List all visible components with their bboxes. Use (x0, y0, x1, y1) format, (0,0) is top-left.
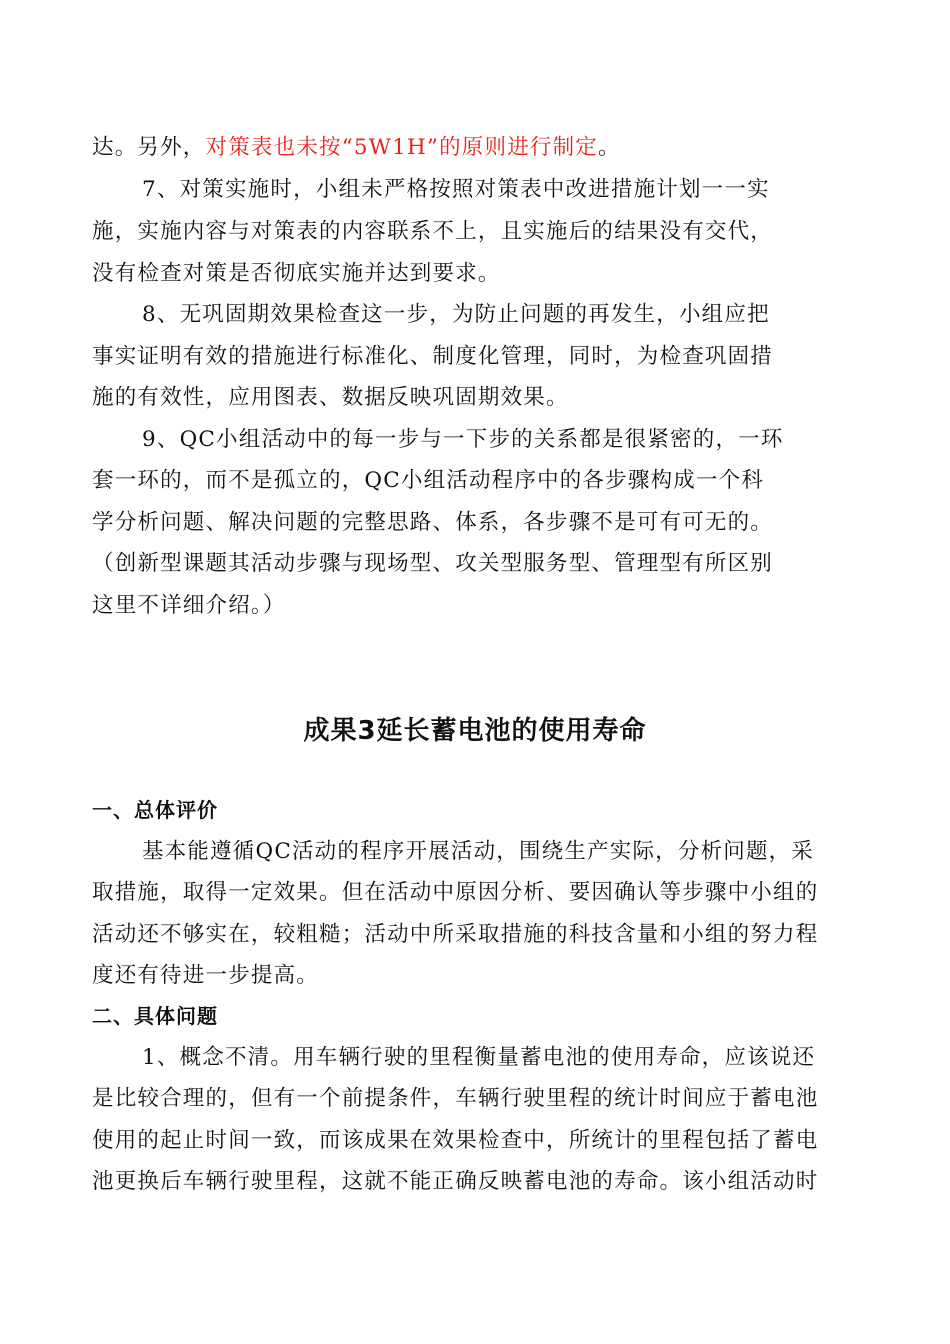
item9-line-2: 套一环的，而不是孤立的，QC小组活动程序中的各步骤构成一个科 (92, 468, 765, 493)
heading-overall-evaluation: 一、总体评价 (92, 798, 218, 822)
eval-line-1: 基本能遵循QC活动的程序开展活动，围绕生产实际，分析问题，采 (142, 839, 815, 864)
text-prefix: 达。另外， (92, 135, 206, 160)
heading-specific-problems: 二、具体问题 (92, 1004, 218, 1028)
item7-line-1: 7、对策实施时，小组未严格按照对策表中改进措施计划一一实 (142, 177, 770, 202)
item8-line-1: 8、无巩固期效果检查这一步，为防止问题的再发生，小组应把 (142, 302, 770, 327)
item7-line-2: 施，实施内容与对策表的内容联系不上，且实施后的结果没有交代， (92, 219, 774, 244)
item9-line-3: 学分析问题、解决问题的完整思路、体系，各步骤不是可有可无的。 (92, 510, 774, 535)
problem1-line-4: 池更换后车辆行驶里程，这就不能正确反映蓄电池的寿命。该小组活动时 (92, 1169, 819, 1194)
section-title: 成果3延长蓄电池的使用寿命 (303, 716, 647, 746)
eval-line-4: 度还有待进一步提高。 (92, 963, 320, 988)
problem1-line-1: 1、概念不清。用车辆行驶的里程衡量蓄电池的使用寿命，应该说还 (142, 1045, 816, 1070)
eval-line-3: 活动还不够实在，较粗糙；活动中所采取措施的科技含量和小组的努力程 (92, 922, 819, 947)
text-suffix: 。 (598, 135, 621, 160)
eval-line-2: 取措施，取得一定效果。但在活动中原因分析、要因确认等步骤中小组的 (92, 880, 819, 905)
paragraph-line (92, 133, 862, 163)
item8-line-3: 施的有效性，应用图表、数据反映巩固期效果。 (92, 385, 569, 410)
item9-line-1: 9、QC小组活动中的每一步与一下步的关系都是很紧密的，一环 (142, 427, 784, 452)
item9-line-5: 这里不详细介绍。） (92, 593, 286, 618)
item7-line-3: 没有检查对策是否彻底实施并达到要求。 (92, 261, 501, 286)
item8-line-2: 事实证明有效的措施进行标准化、制度化管理，同时，为检查巩固措 (92, 344, 774, 369)
highlighted-text: 对策表也未按“5W1H”的原则进行制定 (205, 135, 599, 160)
problem1-line-3: 使用的起止时间一致，而该成果在效果检查中，所统计的里程包括了蓄电 (92, 1128, 819, 1153)
problem1-line-2: 是比较合理的，但有一个前提条件，车辆行驶里程的统计时间应于蓄电池 (92, 1086, 819, 1111)
item9-line-4: （创新型课题其活动步骤与现场型、攻关型服务型、管理型有所区别 (92, 551, 774, 576)
